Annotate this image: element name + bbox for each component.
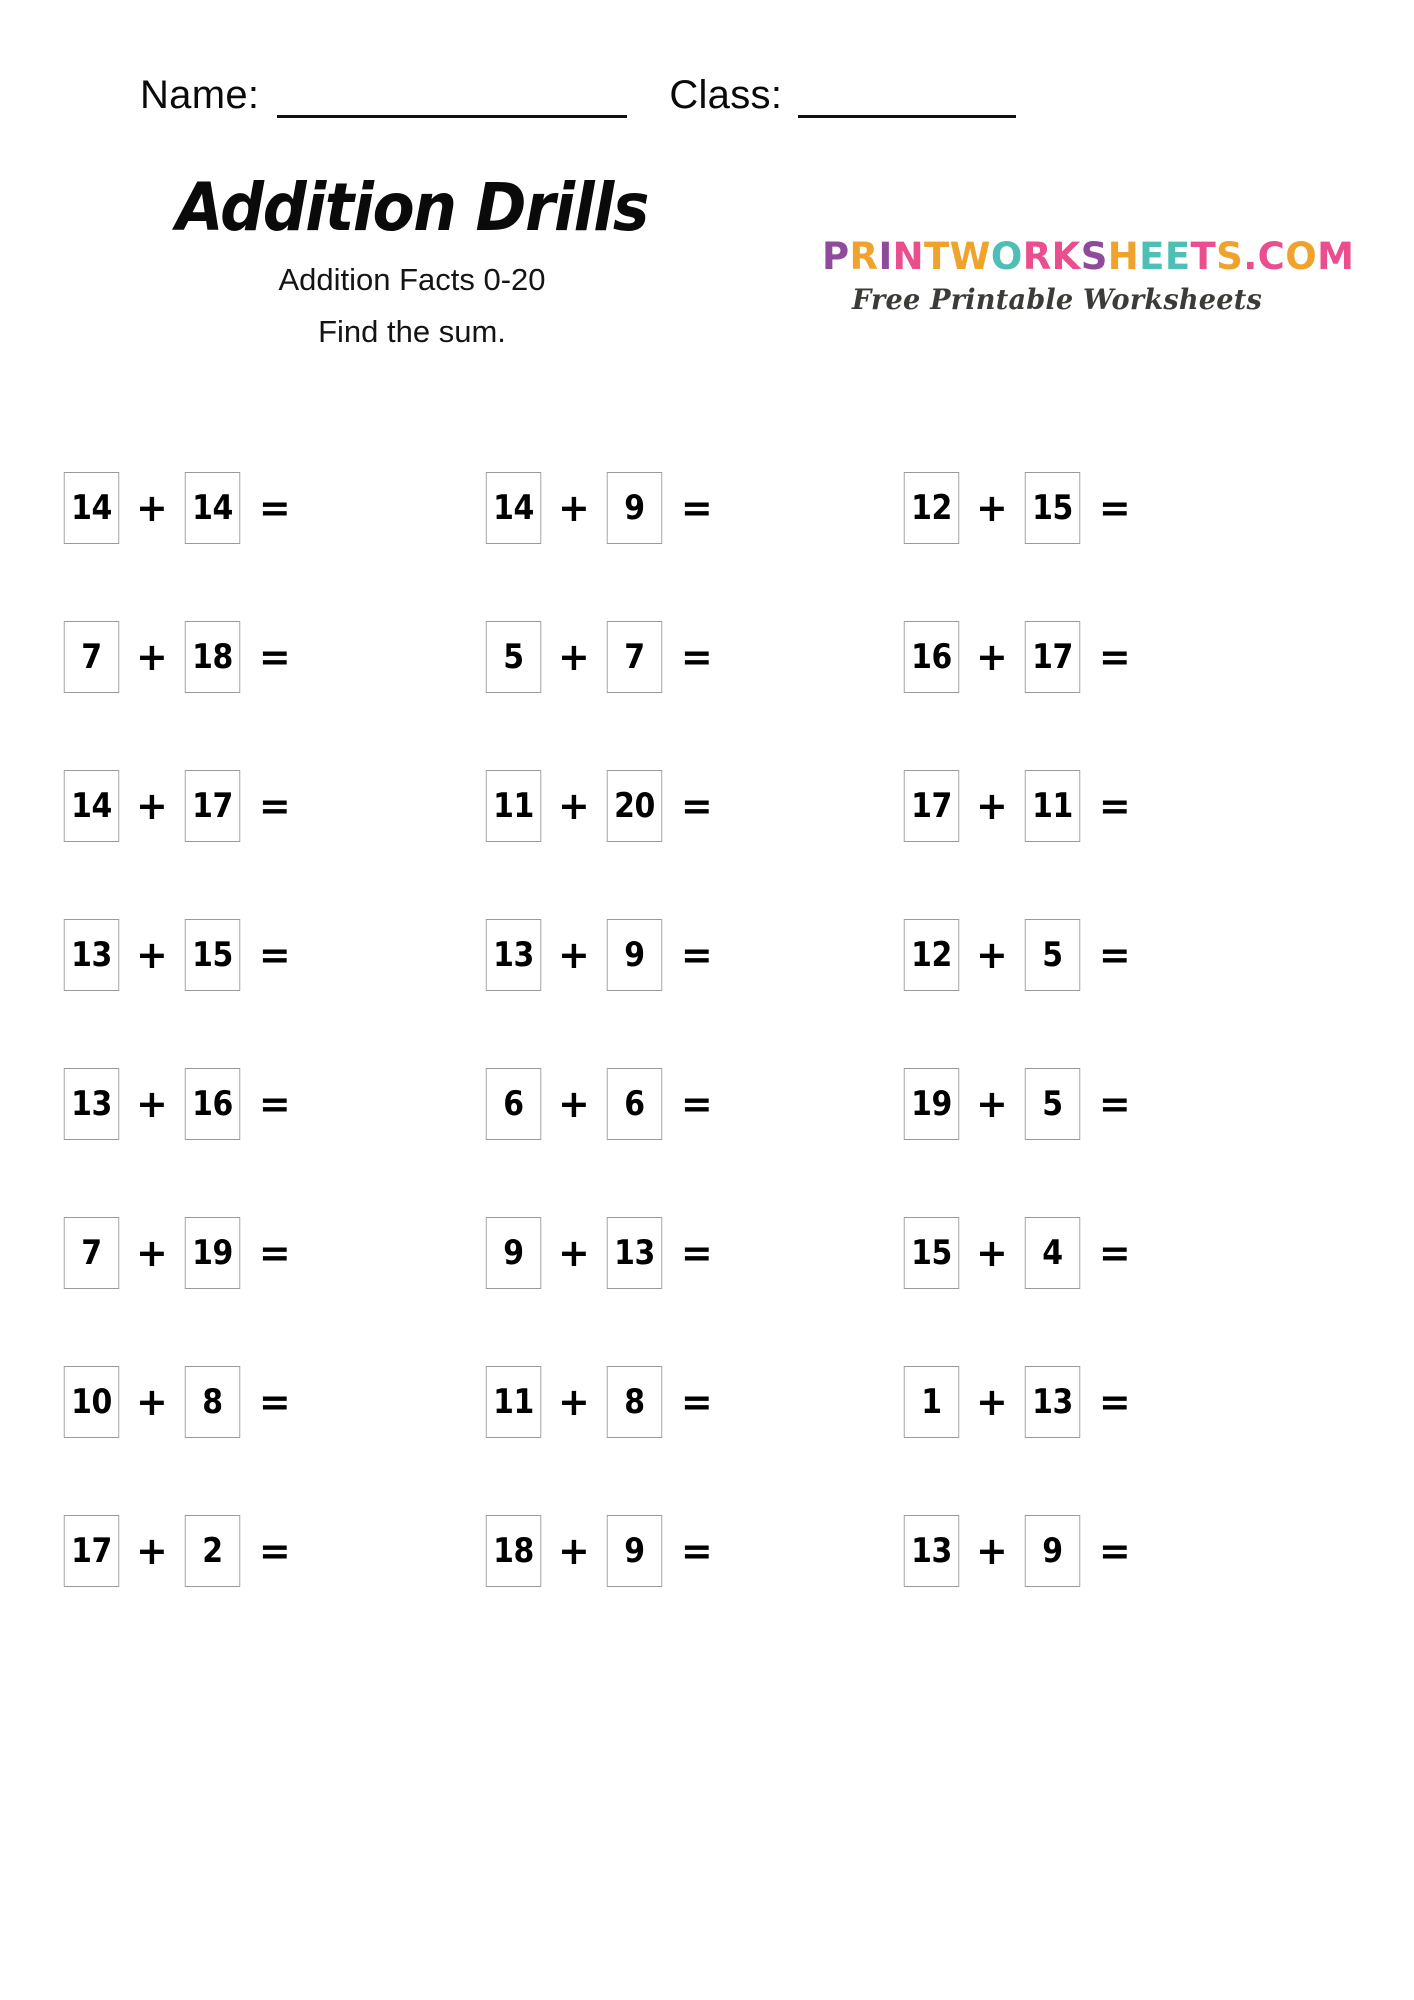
equals-icon: = [1098, 1231, 1130, 1275]
equals-icon: = [680, 1082, 712, 1126]
addition-problem [482, 1505, 712, 1597]
addend-box-second: 4 [1025, 1217, 1080, 1289]
addend-box-second: 9 [607, 472, 662, 544]
plus-icon: + [558, 784, 590, 828]
equals-icon: = [258, 1380, 290, 1424]
problem-cell [60, 462, 420, 611]
addition-problem [60, 462, 290, 554]
addend-box-second: 14 [185, 472, 240, 544]
equals-icon: = [680, 1380, 712, 1424]
addition-problem [482, 1207, 712, 1299]
addend-box-first: 17 [64, 1515, 119, 1587]
brand-letter-3: N [892, 235, 924, 278]
addend-box-second: 7 [607, 621, 662, 693]
problem-cell [60, 760, 420, 909]
subtitle-line-1: Addition Facts 0-20 [278, 262, 546, 297]
brand-letter-8: K [1051, 235, 1081, 278]
addition-problem [900, 1058, 1130, 1150]
addend-box-second: 15 [185, 919, 240, 991]
equals-icon: = [680, 1529, 712, 1573]
brand-letter-5: W [949, 235, 991, 278]
addend-box-second: 5 [1025, 1068, 1080, 1140]
addend-box-first: 7 [64, 1217, 119, 1289]
plus-icon: + [558, 933, 590, 977]
addition-problem [482, 760, 712, 852]
addition-problem [482, 909, 712, 1001]
plus-icon: + [558, 1380, 590, 1424]
plus-icon: + [136, 1082, 168, 1126]
addend-box-second: 11 [1025, 770, 1080, 842]
page-title: Addition Drills [175, 169, 649, 246]
brand-letter-14: S [1216, 235, 1244, 278]
addend-box-second: 8 [607, 1366, 662, 1438]
addition-problem [900, 611, 1130, 703]
equals-icon: = [258, 1082, 290, 1126]
addend-box-first: 17 [904, 770, 959, 842]
addend-box-second: 17 [1025, 621, 1080, 693]
brand-letter-0: P [822, 235, 850, 278]
problem-row [0, 611, 1414, 760]
addition-problem [900, 909, 1130, 1001]
addend-box-first: 13 [486, 919, 541, 991]
addend-box-second: 13 [607, 1217, 662, 1289]
addend-box-second: 2 [185, 1515, 240, 1587]
equals-icon: = [1098, 784, 1130, 828]
brand-letter-2: I [878, 235, 893, 278]
addend-box-first: 11 [486, 770, 541, 842]
addend-box-first: 14 [486, 472, 541, 544]
subtitle-line-2: Find the sum. [318, 314, 506, 349]
brand-logo[interactable] [822, 235, 1355, 318]
equals-icon: = [258, 635, 290, 679]
plus-icon: + [136, 635, 168, 679]
plus-icon: + [558, 486, 590, 530]
brand-letter-13: T [1190, 235, 1217, 278]
problem-cell [482, 909, 842, 1058]
addition-problem [900, 760, 1130, 852]
addition-problem [60, 909, 290, 1001]
problem-row [0, 1058, 1414, 1207]
problem-cell [900, 1356, 1260, 1505]
problem-cell [900, 909, 1260, 1058]
brand-letter-15: . [1243, 235, 1258, 278]
addend-box-first: 9 [486, 1217, 541, 1289]
equals-icon: = [1098, 635, 1130, 679]
plus-icon: + [976, 784, 1008, 828]
plus-icon: + [558, 1231, 590, 1275]
problem-cell [60, 909, 420, 1058]
addition-problem [900, 1505, 1130, 1597]
addend-box-second: 15 [1025, 472, 1080, 544]
addend-box-first: 12 [904, 472, 959, 544]
addend-box-second: 19 [185, 1217, 240, 1289]
addend-box-first: 19 [904, 1068, 959, 1140]
problem-cell [900, 760, 1260, 909]
equals-icon: = [258, 1231, 290, 1275]
addend-box-first: 11 [486, 1366, 541, 1438]
addend-box-second: 20 [607, 770, 662, 842]
equals-icon: = [680, 486, 712, 530]
problem-row [0, 462, 1414, 611]
problem-row [0, 909, 1414, 1058]
equals-icon: = [1098, 1082, 1130, 1126]
problem-row [0, 760, 1414, 909]
addition-problem [900, 462, 1130, 554]
addend-box-first: 5 [486, 621, 541, 693]
class-write-line[interactable] [798, 74, 1016, 118]
problem-cell [60, 1207, 420, 1356]
addend-box-first: 14 [64, 472, 119, 544]
problem-cell [482, 1207, 842, 1356]
problem-cell [60, 1058, 420, 1207]
addend-box-second: 13 [1025, 1366, 1080, 1438]
brand-letter-10: H [1107, 235, 1140, 278]
problem-cell [900, 1058, 1260, 1207]
name-label: Name: [140, 73, 260, 117]
addend-box-second: 9 [607, 1515, 662, 1587]
brand-letter-12: E [1164, 235, 1191, 278]
brand-letter-16: C [1257, 235, 1286, 278]
addend-box-first: 13 [64, 919, 119, 991]
plus-icon: + [976, 1380, 1008, 1424]
plus-icon: + [976, 486, 1008, 530]
brand-letter-1: R [849, 235, 879, 278]
addition-problem [900, 1356, 1130, 1448]
equals-icon: = [1098, 486, 1130, 530]
addition-problem [482, 1356, 712, 1448]
addend-box-second: 17 [185, 770, 240, 842]
problem-cell [900, 462, 1260, 611]
equals-icon: = [680, 784, 712, 828]
plus-icon: + [136, 1380, 168, 1424]
addend-box-first: 15 [904, 1217, 959, 1289]
addend-box-first: 16 [904, 621, 959, 693]
problem-row [0, 1356, 1414, 1505]
brand-letter-7: R [1022, 235, 1052, 278]
addition-problem [482, 611, 712, 703]
addend-box-second: 6 [607, 1068, 662, 1140]
problem-cell [482, 611, 842, 760]
addition-problem [482, 462, 712, 554]
brand-letter-4: T [923, 235, 950, 278]
equals-icon: = [680, 933, 712, 977]
brand-letter-11: E [1139, 235, 1165, 278]
addend-box-second: 16 [185, 1068, 240, 1140]
addition-problem [60, 1356, 290, 1448]
equals-icon: = [1098, 1380, 1130, 1424]
addend-box-second: 5 [1025, 919, 1080, 991]
brand-letter-17: O [1285, 235, 1318, 278]
problem-cell [900, 611, 1260, 760]
plus-icon: + [976, 1529, 1008, 1573]
problem-row [0, 1505, 1414, 1654]
problem-cell [482, 462, 842, 611]
addend-box-first: 12 [904, 919, 959, 991]
brand-wordmark [822, 235, 1355, 278]
equals-icon: = [1098, 1529, 1130, 1573]
equals-icon: = [680, 635, 712, 679]
title-block [112, 168, 712, 352]
equals-icon: = [258, 933, 290, 977]
problem-cell [482, 760, 842, 909]
brand-letter-18: M [1317, 235, 1355, 278]
student-info-row [140, 58, 1290, 118]
plus-icon: + [976, 1231, 1008, 1275]
name-write-line[interactable] [277, 74, 627, 118]
problem-row [0, 1207, 1414, 1356]
addition-problem [482, 1058, 712, 1150]
plus-icon: + [976, 635, 1008, 679]
addend-box-first: 13 [904, 1515, 959, 1587]
addition-problem [60, 611, 290, 703]
addition-problem [60, 1207, 290, 1299]
addend-box-first: 14 [64, 770, 119, 842]
plus-icon: + [136, 1529, 168, 1573]
plus-icon: + [976, 933, 1008, 977]
addition-problem [60, 760, 290, 852]
addition-problem [900, 1207, 1130, 1299]
problem-cell [900, 1207, 1260, 1356]
brand-letter-9: S [1080, 235, 1108, 278]
problem-cell [60, 1356, 420, 1505]
addend-box-first: 6 [486, 1068, 541, 1140]
plus-icon: + [136, 784, 168, 828]
addend-box-first: 13 [64, 1068, 119, 1140]
addition-problem [60, 1058, 290, 1150]
addend-box-second: 18 [185, 621, 240, 693]
plus-icon: + [558, 1082, 590, 1126]
addend-box-second: 9 [607, 919, 662, 991]
problem-cell [482, 1356, 842, 1505]
equals-icon: = [258, 784, 290, 828]
problem-cell [482, 1058, 842, 1207]
addend-box-second: 9 [1025, 1515, 1080, 1587]
plus-icon: + [976, 1082, 1008, 1126]
equals-icon: = [1098, 933, 1130, 977]
problem-cell [60, 611, 420, 760]
addend-box-first: 1 [904, 1366, 959, 1438]
equals-icon: = [258, 486, 290, 530]
plus-icon: + [136, 486, 168, 530]
plus-icon: + [558, 1529, 590, 1573]
class-label: Class: [669, 73, 783, 117]
addend-box-first: 18 [486, 1515, 541, 1587]
equals-icon: = [680, 1231, 712, 1275]
plus-icon: + [136, 1231, 168, 1275]
plus-icon: + [136, 933, 168, 977]
problem-cell [60, 1505, 420, 1654]
brand-tagline: Free Printable Worksheets [852, 283, 1262, 316]
addend-box-second: 8 [185, 1366, 240, 1438]
addition-problem [60, 1505, 290, 1597]
addend-box-first: 10 [64, 1366, 119, 1438]
plus-icon: + [558, 635, 590, 679]
problem-cell [900, 1505, 1260, 1654]
brand-letter-6: O [990, 235, 1023, 278]
addend-box-first: 7 [64, 621, 119, 693]
problem-grid [0, 462, 1414, 1654]
equals-icon: = [258, 1529, 290, 1573]
problem-cell [482, 1505, 842, 1654]
